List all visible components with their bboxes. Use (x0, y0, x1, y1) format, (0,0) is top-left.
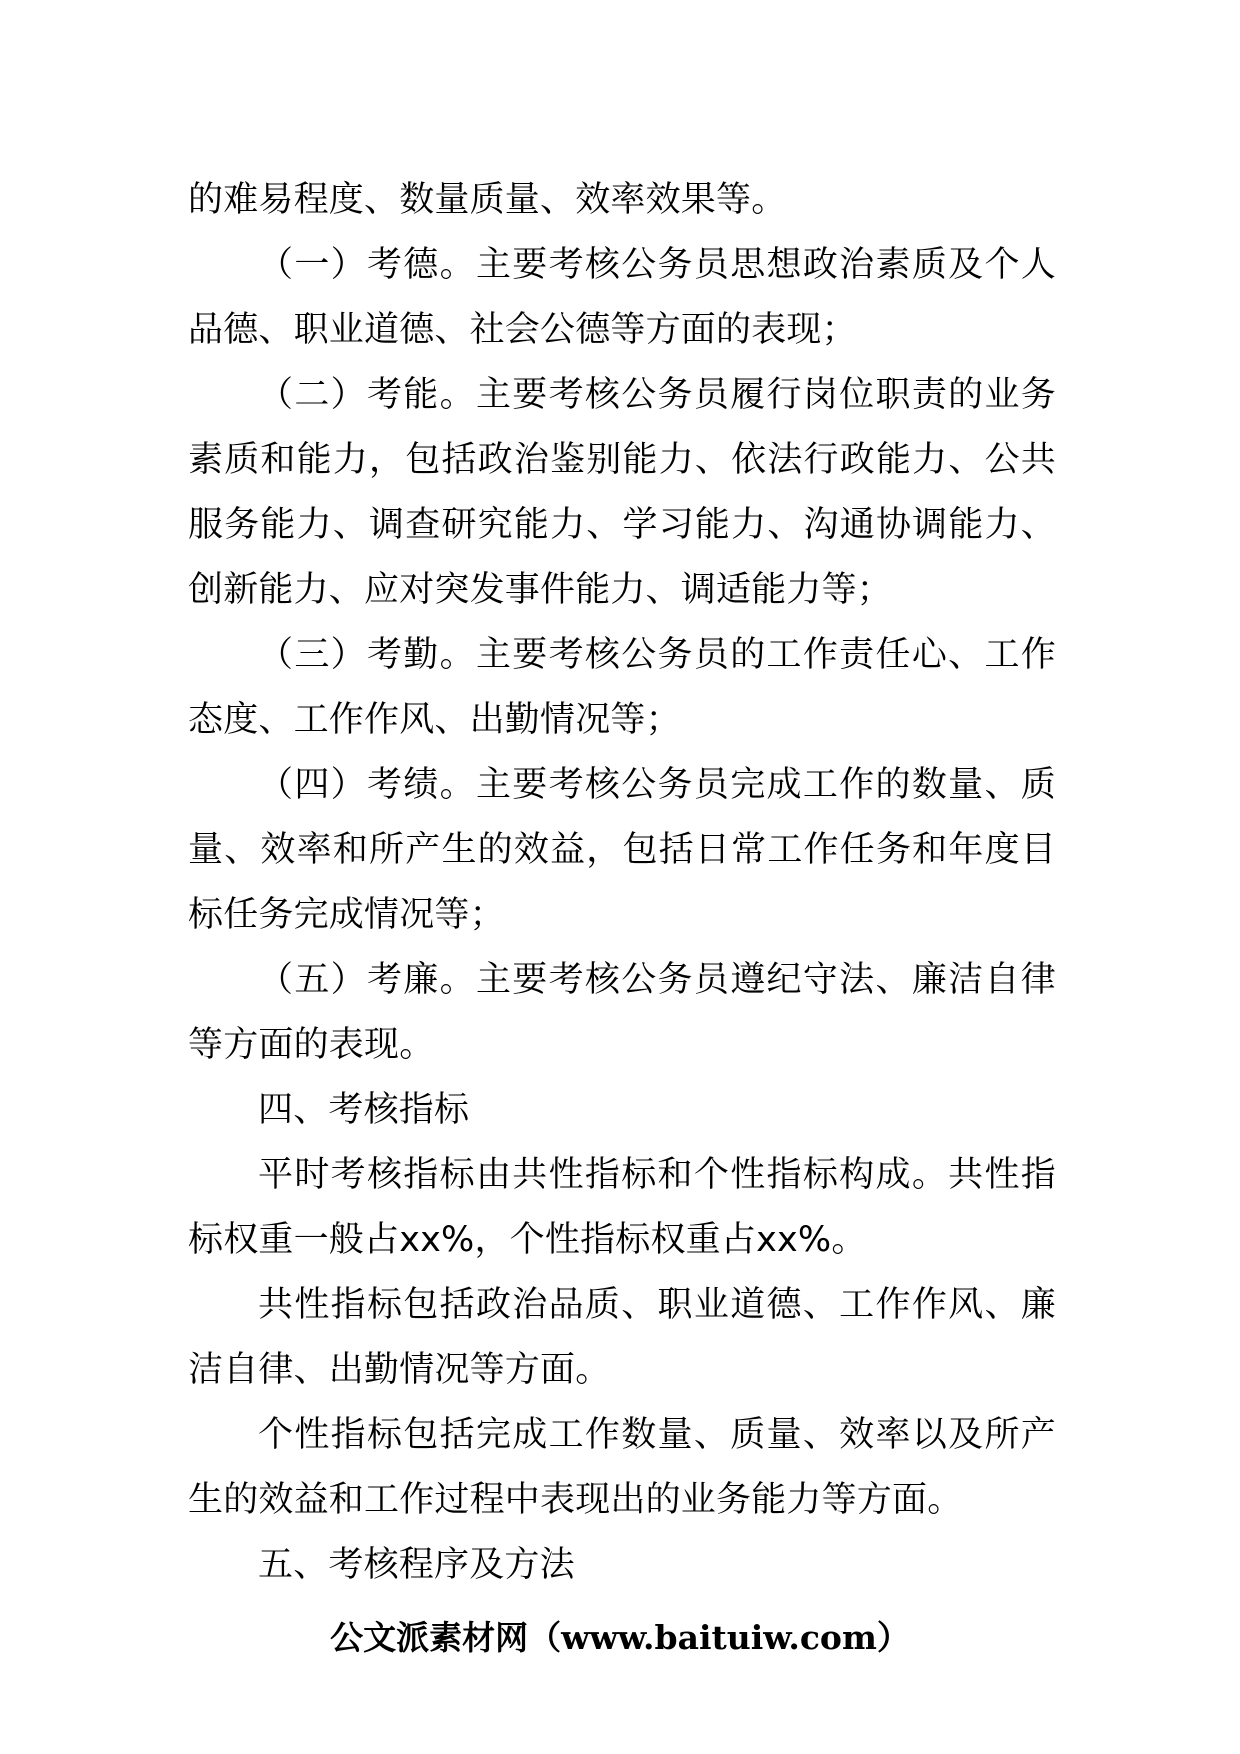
section-heading-5: 五、考核程序及方法 (258, 1545, 575, 1585)
paragraph-individual-indicators: 个性指标包括完成工作数量、质量、效率以及所产生的效益和工作过程中表现出的业务能力等方面。 (188, 1415, 1056, 1520)
paragraph-kaode: （一）考德。主要考核公务员思想政治素质及个人品德、职业道德、社会公德等方面的表现； (188, 245, 1056, 350)
paragraph-common-indicators: 共性指标包括政治品质、职业道德、工作作风、廉洁自律、出勤情况等方面。 (188, 1285, 1056, 1390)
page-footer-watermark: 公文派素材网（www.baituiw.com） (330, 1618, 910, 1657)
paragraph-kaolian: （五）考廉。主要考核公务员遵纪守法、廉洁自律等方面的表现。 (188, 960, 1056, 1065)
paragraph-indicator-composition: 平时考核指标由共性指标和个性指标构成。共性指标权重一般占xx%，个性指标权重占xx%。 (188, 1155, 1056, 1260)
section-heading-4: 四、考核指标 (258, 1090, 470, 1130)
paragraph-continuation: 的难易程度、数量质量、效率效果等。 (188, 180, 787, 220)
paragraph-kaoqin: （三）考勤。主要考核公务员的工作责任心、工作态度、工作作风、出勤情况等； (188, 635, 1056, 740)
paragraph-kaoji: （四）考绩。主要考核公务员完成工作的数量、质量、效率和所产生的效益，包括日常工作任务和年度目标任务完成情况等； (188, 765, 1056, 935)
document-body (188, 168, 1056, 1598)
paragraph-kaoneng: （二）考能。主要考核公务员履行岗位职责的业务素质和能力，包括政治鉴别能力、依法行政能力、公共服务能力、调查研究能力、学习能力、沟通协调能力、创新能力、应对突发事件能力、调适能力等； (188, 375, 1056, 610)
